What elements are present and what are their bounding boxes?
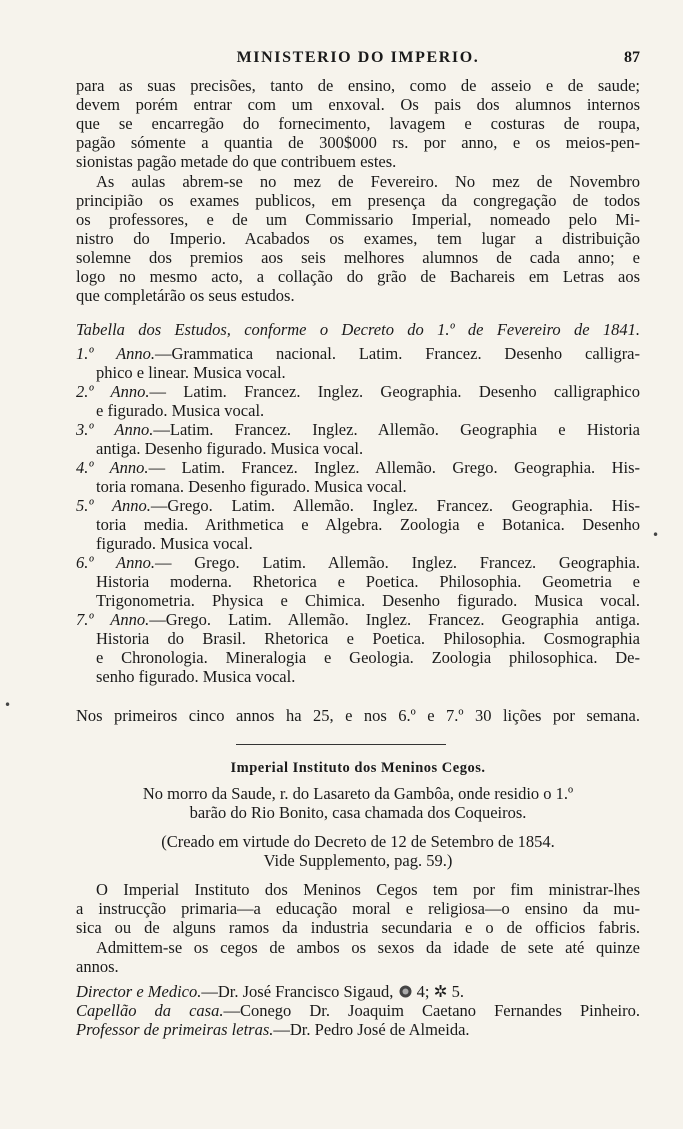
year-entry bbox=[76, 420, 640, 439]
year-entry bbox=[76, 553, 640, 572]
year-text: — Latim. Francez. Inglez. Geographia. Desenho calligraphico bbox=[149, 382, 640, 401]
year-label: 1.º Anno. bbox=[76, 344, 156, 363]
year-label: 4.º Anno. bbox=[76, 458, 149, 477]
text-line: para as suas precisões, tanto de ensino, como de asseio e de saude; bbox=[76, 76, 640, 95]
staff-orders: 4; ✲ 5. bbox=[416, 982, 464, 1001]
year-label: 5.º Anno. bbox=[76, 496, 151, 515]
admittem-paragraph bbox=[76, 938, 640, 976]
text-line: que completárão os seus estudos. bbox=[76, 286, 295, 305]
year-text: —Grammatica nacional. Latim. Francez. Desenho calligra- bbox=[155, 344, 640, 363]
text-line: que se encarregão do fornecimento, lavagem e costuras de roupa, bbox=[76, 114, 640, 133]
year-text-line: Historia moderna. Rhetorica e Poetica. Philosophia. Geometria e bbox=[96, 572, 640, 591]
year-text-line: Historia do Brasil. Rhetorica e Poetica. Philosophia. Cosmographia bbox=[96, 629, 640, 648]
year-text: —Grego. Latim. Allemão. Inglez. Francez. Geographia. His- bbox=[150, 496, 640, 515]
text-line: sionistas pagão metade do que contribuem estes. bbox=[76, 152, 397, 171]
text-line: os professores, e de um Commissario Imperial, nomeado pelo Mi- bbox=[76, 210, 640, 229]
year-text-line: phico e linear. Musica vocal. bbox=[96, 363, 286, 382]
text-line: sica ou de alguns ramos da industria secundaria e o de officios fabris. bbox=[76, 918, 640, 937]
staff-role: Capellão da casa. bbox=[76, 1001, 224, 1020]
fim-paragraph bbox=[76, 880, 640, 937]
address-block bbox=[76, 784, 640, 822]
text-line: barão do Rio Bonito, casa chamada dos Coqueiros. bbox=[189, 803, 527, 822]
year-label: 2.º Anno. bbox=[76, 382, 150, 401]
year-text-line: Trigonometria. Physica e Chimica. Desenho figurado. Musica vocal. bbox=[96, 591, 640, 610]
aulas-paragraph bbox=[76, 172, 640, 305]
year-text: —Latim. Francez. Inglez. Allemão. Geographia e Historia bbox=[153, 420, 640, 439]
margin-speck-icon: • bbox=[652, 528, 660, 542]
year-entry bbox=[76, 382, 640, 401]
year-label: 6.º Anno. bbox=[76, 553, 155, 572]
text-line: annos. bbox=[76, 957, 119, 976]
staff-name: —Conego Dr. Joaquim Caetano Fernandes Pinheiro. bbox=[223, 1001, 640, 1020]
text-line: logo no mesmo acto, a collação do grão de Bachareis em Letras aos bbox=[76, 267, 640, 286]
year-text-line: toria romana. Desenho figurado. Musica vocal. bbox=[96, 477, 407, 496]
margin-speck-icon: • bbox=[4, 698, 12, 712]
staff-role: Director e Medico. bbox=[76, 982, 202, 1001]
section-title: Imperial Instituto dos Meninos Cegos. bbox=[230, 760, 486, 776]
staff-list bbox=[76, 982, 640, 1039]
order-of-rose-icon bbox=[398, 984, 413, 999]
running-header bbox=[76, 49, 640, 73]
year-entry bbox=[76, 344, 640, 363]
tabella-heading bbox=[76, 320, 640, 339]
text-line: No morro da Saude, r. do Lasareto da Gambôa, onde residio o 1.º bbox=[142, 784, 574, 803]
year-entry bbox=[76, 496, 640, 515]
year-entry bbox=[76, 610, 640, 629]
staff-entry-capellao bbox=[76, 1001, 640, 1020]
section-divider bbox=[236, 744, 446, 745]
text-line: devem porém entrar com um enxoval. Os pais dos alumnos internos bbox=[76, 95, 640, 114]
text-line: Admittem-se os cegos de ambos os sexos da idade de sete até quinze bbox=[96, 938, 640, 957]
text-line: Vide Supplemento, pag. 59.) bbox=[263, 851, 453, 870]
year-text-line: antiga. Desenho figurado. Musica vocal. bbox=[96, 439, 364, 458]
text-line: nistro do Imperio. Acabados os exames, tem lugar a distribuição bbox=[76, 229, 640, 248]
year-label: 7.º Anno. bbox=[76, 610, 150, 629]
text-line: pagão sómente a quantia de 300$000 rs. por anno, e os meios-pen- bbox=[76, 133, 640, 152]
text-line: (Creado em virtude do Decreto de 12 de Setembro de 1854. bbox=[161, 832, 555, 851]
staff-entry-director bbox=[76, 982, 640, 1001]
years-list bbox=[76, 344, 640, 686]
staff-entry-professor bbox=[76, 1020, 640, 1039]
creado-block bbox=[76, 832, 640, 870]
nos-primeiros bbox=[76, 706, 640, 725]
staff-name: —Dr. José Francisco Sigaud, bbox=[201, 982, 394, 1001]
year-entry bbox=[76, 458, 640, 477]
tabella-heading-text: Tabella dos Estudos, conforme o Decreto do 1.º de Fevereiro de 1841. bbox=[76, 320, 640, 339]
year-text: — Grego. Latim. Allemão. Inglez. Francez. Geographia. bbox=[154, 553, 640, 572]
year-text: —Grego. Latim. Allemão. Inglez. Francez. Geographia antiga. bbox=[149, 610, 640, 629]
text-line: principião os exames publicos, em presença da congregação de todos bbox=[76, 191, 640, 210]
year-text-line: e Chronologia. Mineralogia e Geologia. Zoologia philosophica. De- bbox=[96, 648, 640, 667]
intro-paragraph bbox=[76, 76, 640, 171]
text-line: solemne dos premios aos seis melhores alumnos de cada anno; e bbox=[76, 248, 640, 267]
text-line: Nos primeiros cinco annos ha 25, e nos 6.º e 7.º 30 lições por semana. bbox=[76, 706, 640, 725]
staff-name: —Dr. Pedro José de Almeida. bbox=[273, 1020, 470, 1039]
year-text-line: e figurado. Musica vocal. bbox=[96, 401, 265, 420]
year-label: 3.º Anno. bbox=[76, 420, 154, 439]
text-line: a instrucção primaria—a educação moral e religiosa—o ensino da mu- bbox=[76, 899, 640, 918]
year-text: — Latim. Francez. Inglez. Allemão. Grego. Geographia. His- bbox=[148, 458, 640, 477]
year-text-line: senho figurado. Musica vocal. bbox=[96, 667, 296, 686]
year-text-line: figurado. Musica vocal. bbox=[96, 534, 253, 553]
text-line: O Imperial Instituto dos Meninos Cegos tem por fim ministrar-lhes bbox=[96, 880, 640, 899]
year-text-line: toria media. Arithmetica e Algebra. Zoologia e Botanica. Desenho bbox=[96, 515, 640, 534]
page-number: 87 bbox=[624, 49, 640, 66]
header-title: MINISTERIO DO IMPERIO. bbox=[236, 49, 480, 66]
staff-role: Professor de primeiras letras. bbox=[76, 1020, 274, 1039]
text-line: As aulas abrem-se no mez de Fevereiro. No mez de Novembro bbox=[96, 172, 640, 191]
